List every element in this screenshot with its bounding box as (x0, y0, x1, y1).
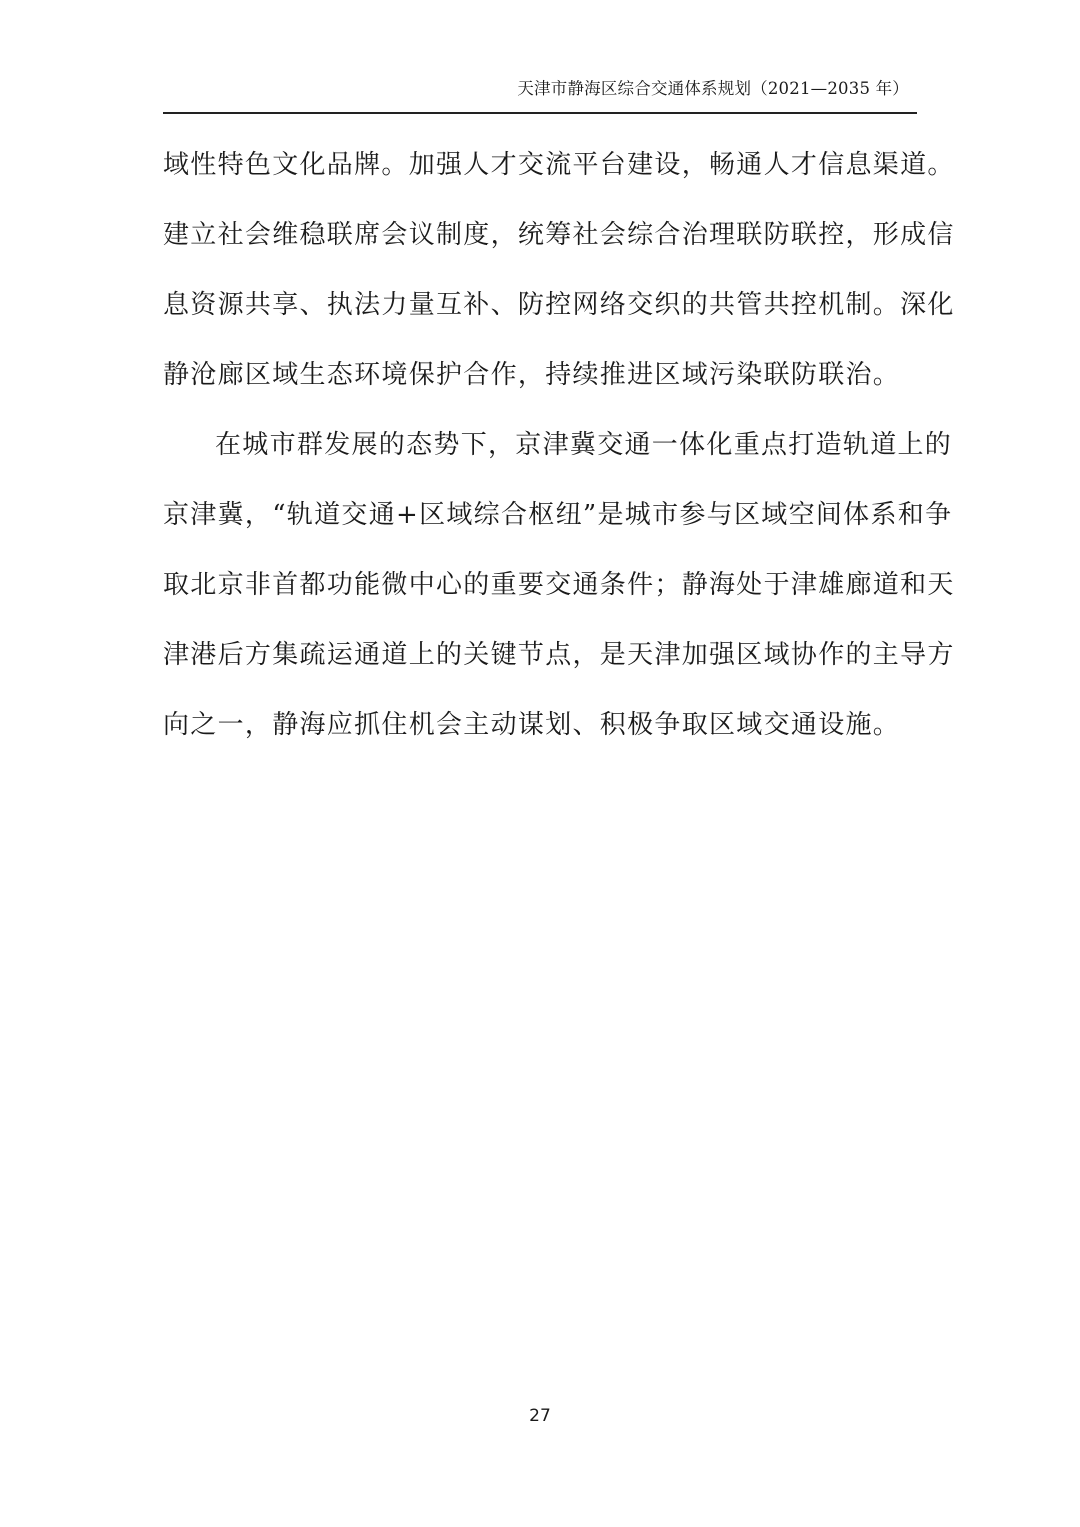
paragraph-line: 在城市群发展的态势下，京津冀交通一体化重点打造轨道上的 (215, 430, 953, 460)
paragraph-line: 建立社会维稳联席会议制度，统筹社会综合治理联防联控，形成信 (163, 220, 955, 250)
paragraph-line: 静沧廊区域生态环境保护合作，持续推进区域污染联防联治。 (163, 360, 901, 390)
paragraph-line: 息资源共享、执法力量互补、防控网络交织的共管共控机制。深化 (163, 290, 955, 320)
page-header (163, 74, 917, 114)
page-number: 27 (529, 1406, 551, 1426)
paragraph-line: 取北京非首都功能微中心的重要交通条件；静海处于津雄廊道和天 (163, 570, 955, 600)
paragraph-line: 津港后方集疏运通道上的关键节点，是天津加强区域协作的主导方 (163, 640, 955, 670)
header-title: 天津市静海区综合交通体系规划（2021—2035 年） (517, 79, 909, 98)
paragraph-line: 域性特色文化品牌。加强人才交流平台建设，畅通人才信息渠道。 (163, 150, 955, 180)
paragraph-2 (163, 410, 955, 760)
paragraph-1 (163, 130, 955, 410)
paragraph-line: 京津冀，“轨道交通+区域综合枢纽”是城市参与区域空间体系和争 (163, 500, 953, 530)
paragraph-line: 向之一，静海应抓住机会主动谋划、积极争取区域交通设施。 (163, 710, 901, 740)
body-text (163, 130, 955, 760)
